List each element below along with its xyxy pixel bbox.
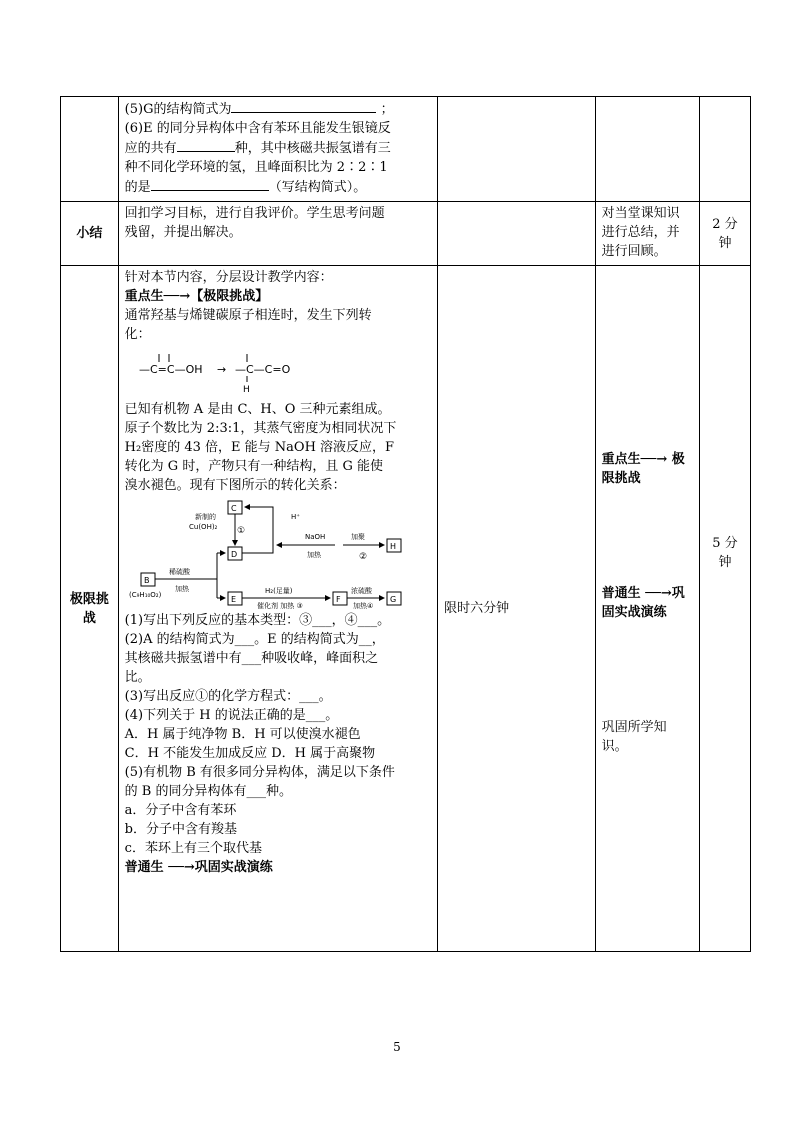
challenge-activity: 重点生──→ 极 限挑战 普通生 ──→巩 固实战演练 巩固所学知 识。 xyxy=(595,266,699,952)
challenge-content: 针对本节内容，分层设计教学内容： 重点生──→【极限挑战】 通常羟基与烯键碳原子相连时，发生下列转 化： —C=C—OH → —C—C=O H 已知有机物 A 是由 C、H、O 三种元素组成。 原子个数比为 2:3:1，其蒸气密度为相同状况下 H₂密度的 43 倍，E 能与 NaOH 溶液反应，F 转化为 G 时，产物只有一种结构，且 G 能使 溴水褪色。现有下图所示的转化关系： C D B E F G H (C₉H₁₀O₂) 新制的 Cu(OH)₂ ① H⁺ NaOH 加热 加聚 ② 稀硫酸 加热 H₂(足量) 催化剂 加热 ③ 浓硫酸 加热④ (1)写出下列反应的基本类型：③___，④___。 (2)A 的结构简式为___。E 的结构简式为__， 其核磁共振氢谱中有___种吸收峰，峰面积之 比。 (3)写出反应①的化学方程式：___。 (4)下列关于 H 的说法正确的是___。 A．H 属于纯净物 B．H 可以使溴水褪色 C．H 不能发生加成反应 D．H 属于高聚物 (5)有机物 B 有很多同分异构体，满足以下条件 的 B 的同分异构体有___种。 a．分子中含有苯环 b．分子中含有羧基 c．苯环上有三个取代基 普通生 ──→巩固实战演练 xyxy=(118,266,437,952)
continued-label-cell xyxy=(61,97,119,202)
page-number: 5 xyxy=(393,1040,401,1054)
summary-content: 回扣学习目标，进行自我评价。学生思考问题 残留，并提出解决。 xyxy=(118,202,437,266)
continued-content-cell: (5)G的结构简式为 ； (6)E 的同分异构体中含有苯环且能发生银镜反 应的共有 种，其中核磁共振氢谱有三 种不同化学环境的氢，且峰面积比为 2∶2∶1 的是 （写结构简式）。 xyxy=(118,97,437,202)
challenge-label: 极限挑 战 xyxy=(61,266,119,952)
heat-label: 加热 xyxy=(306,551,321,559)
label-c: C xyxy=(230,504,237,513)
summary-activity: 对当堂课知识 进行总结，并 进行回顾。 xyxy=(595,202,699,266)
step-2: ② xyxy=(358,552,367,562)
addpoly-label: 加聚 xyxy=(350,533,365,541)
keto-h: H xyxy=(242,385,250,394)
tautomer-arrow: → xyxy=(216,363,226,376)
conc-acid-label: 浓硫酸 xyxy=(350,587,372,595)
label-d: D xyxy=(230,550,237,559)
reaction-scheme xyxy=(125,497,405,609)
heat-label-b: 加热 xyxy=(174,585,189,593)
lesson-plan-table xyxy=(60,96,751,952)
h-plus: H⁺ xyxy=(290,513,300,521)
cat-label: 催化剂 加热 ③ xyxy=(256,602,303,609)
step-4: 加热④ xyxy=(352,602,373,609)
label-h: H xyxy=(389,542,396,551)
label-g: G xyxy=(389,595,396,604)
challenge-time: 5 分钟 xyxy=(699,266,750,952)
label-b: B xyxy=(143,576,150,585)
challenge-method: 限时六分钟 xyxy=(438,266,596,952)
dil-acid-label: 稀硫酸 xyxy=(168,568,190,576)
reagent-c2: Cu(OH)₂ xyxy=(188,523,218,531)
challenge-row xyxy=(61,266,751,952)
label-e: E xyxy=(230,595,236,604)
summary-label: 小结 xyxy=(61,202,119,266)
label-f: F xyxy=(335,595,341,604)
keto-formula: —C—C=O xyxy=(234,363,290,376)
h2-label: H₂(足量) xyxy=(264,587,293,595)
step-1: ① xyxy=(236,526,245,536)
summary-row xyxy=(61,202,751,266)
continued-row xyxy=(61,97,751,202)
enol-formula: —C=C—OH xyxy=(138,363,203,376)
tautomerism-diagram xyxy=(125,348,405,394)
b-formula: (C₉H₁₀O₂) xyxy=(128,591,162,599)
naoh-label: NaOH xyxy=(304,533,325,541)
summary-time: 2 分钟 xyxy=(699,202,750,266)
reagent-c1: 新制的 xyxy=(194,513,216,521)
